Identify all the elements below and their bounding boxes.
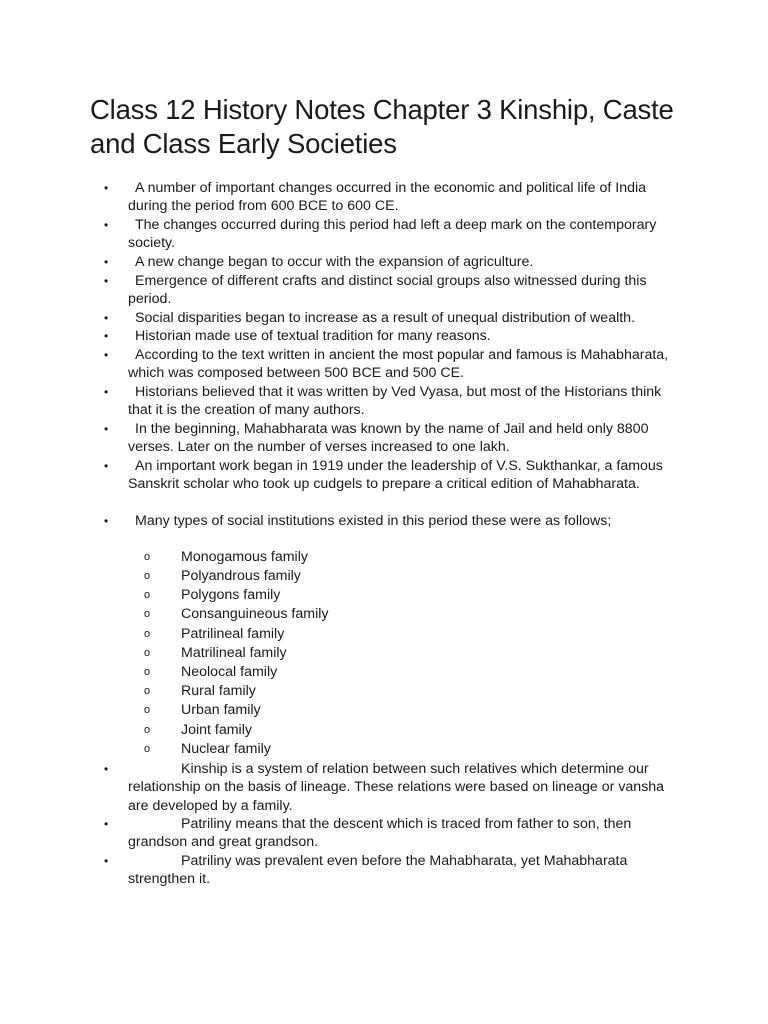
list-item: • Many types of social institutions existed in this period these were as follows; — [104, 513, 612, 529]
bullet-icon: • — [104, 348, 109, 362]
list-item: • Social disparities began to increase as a result of unequal distribution of wealth. — [104, 310, 636, 326]
bullet-icon: • — [104, 311, 109, 325]
sub-list-item: o Neolocal family — [144, 664, 278, 680]
bullet-icon: • — [104, 329, 109, 343]
circle-bullet-icon: o — [144, 685, 151, 697]
list-item: • Historian made use of textual tradition for many reasons. — [104, 328, 491, 344]
circle-bullet-icon: o — [144, 704, 151, 716]
sub-list-item: o Polyandrous family — [144, 568, 301, 584]
bullet-icon: • — [104, 422, 109, 436]
circle-bullet-icon: o — [144, 608, 151, 620]
list-item: • Historians believed that it was written by Ved Vyasa, but most of the Historians think that it is the creation of many authors. — [104, 384, 662, 419]
circle-bullet-icon: o — [144, 743, 151, 755]
circle-bullet-icon: o — [144, 589, 151, 601]
circle-bullet-icon: o — [144, 570, 151, 582]
bullet-icon: • — [104, 817, 109, 831]
list-item: • Patriliny was prevalent even before the Mahabharata, yet Mahabharata strengthen it. — [104, 853, 628, 888]
sub-list-item: o Consanguineous family — [144, 606, 329, 622]
sub-list-item: o Nuclear family — [144, 741, 271, 757]
circle-bullet-icon: o — [144, 724, 151, 736]
bullet-icon: • — [104, 255, 109, 269]
list-item: • Patriliny means that the descent which is traced from father to son, then grandson and great grandson. — [104, 816, 632, 851]
circle-bullet-icon: o — [144, 551, 151, 563]
list-item: • A number of important changes occurred in the economic and political life of India during the period from 600 BCE to 600 CE. — [104, 180, 647, 215]
sub-list-item: o Patrilineal family — [144, 626, 285, 642]
bullet-icon: • — [104, 854, 109, 868]
list-item: • An important work began in 1919 under the leadership of V.S. Sukthankar, a famous Sanskrit scholar who took up cudgels to prepare a critical edition of Mahabharata. — [104, 458, 663, 493]
sub-list-item: o Monogamous family — [144, 549, 308, 565]
sub-list-item: o Urban family — [144, 702, 261, 718]
list-item: • In the beginning, Mahabharata was known by the name of Jail and held only 8800 verses. Later on the number of verses increased to one lakh. — [104, 421, 649, 456]
circle-bullet-icon: o — [144, 666, 151, 678]
bullet-icon: • — [104, 385, 109, 399]
bullet-icon: • — [104, 459, 109, 473]
page-title: Class 12 History Notes Chapter 3 Kinship, Caste and Class Early Societies — [90, 94, 674, 159]
list-item: • The changes occurred during this period had left a deep mark on the contemporary society. — [104, 217, 657, 252]
list-item: • Emergence of different crafts and distinct social groups also witnessed during this period. — [104, 273, 647, 308]
list-item: • According to the text written in ancient the most popular and famous is Mahabharata, which was composed between 500 BCE and 500 CE. — [104, 347, 669, 382]
circle-bullet-icon: o — [144, 628, 151, 640]
sub-list-item: o Polygons family — [144, 587, 281, 603]
sub-list-item: o Joint family — [144, 722, 252, 738]
bullet-icon: • — [104, 514, 109, 528]
bullet-icon: • — [104, 274, 109, 288]
list-item: • A new change began to occur with the expansion of agriculture. — [104, 254, 534, 270]
bullet-icon: • — [104, 218, 109, 232]
circle-bullet-icon: o — [144, 647, 151, 659]
sub-list-item: o Matrilineal family — [144, 645, 287, 661]
sub-list-item: o Rural family — [144, 683, 256, 699]
bullet-icon: • — [104, 181, 109, 195]
list-item: • Kinship is a system of relation between such relatives which determine our relationship on the basis of lineage. These relations were based on lineage or vansha are developed by a family. — [104, 761, 665, 814]
bullet-icon: • — [104, 762, 109, 776]
